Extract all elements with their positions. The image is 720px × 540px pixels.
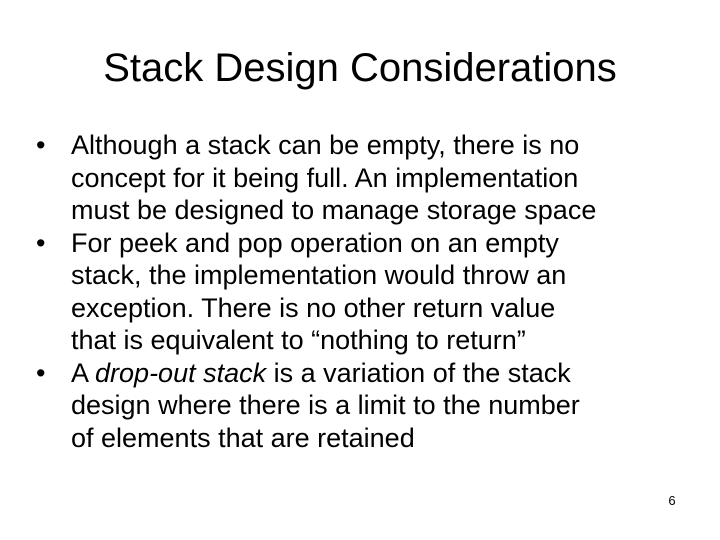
- slide-title: Stack Design Considerations: [103, 46, 617, 90]
- bullet-marker: •: [36, 130, 46, 160]
- bullet-item-storage: [36, 129, 706, 227]
- bullet-text-line: Although a stack can be empty, there is no: [71, 130, 580, 160]
- bullet-item-empty-stack: [36, 227, 706, 357]
- bullet-text-line: exception. There is no other return value: [71, 292, 556, 323]
- bullet-item-drop-out-stack: [36, 357, 706, 455]
- bullet-text-line: of elements that are retained: [71, 422, 415, 453]
- bullet-list: [36, 129, 706, 454]
- drop-out-stack-term: drop-out stack: [95, 357, 267, 388]
- bullet-marker: •: [36, 357, 46, 388]
- page-number: 6: [668, 493, 676, 508]
- bullet-text-suffix: is a variation of the stack: [266, 357, 571, 388]
- bullet-text-line: stack, the implementation would throw an: [71, 260, 567, 290]
- bullet-text-line: concept for it being full. An implementation: [71, 162, 579, 193]
- bullet-text-line: that is equivalent to “nothing to return”: [71, 325, 526, 355]
- bullet-text-line: design where there is a limit to the number: [71, 390, 580, 420]
- bullet-text-line: [71, 357, 706, 390]
- bullet-marker: •: [36, 227, 46, 258]
- bullet-text-line: must be designed to manage storage space: [71, 195, 597, 225]
- bullet-text-prefix: A: [71, 357, 96, 388]
- bullet-text-line: For peek and pop operation on an empty: [71, 227, 559, 258]
